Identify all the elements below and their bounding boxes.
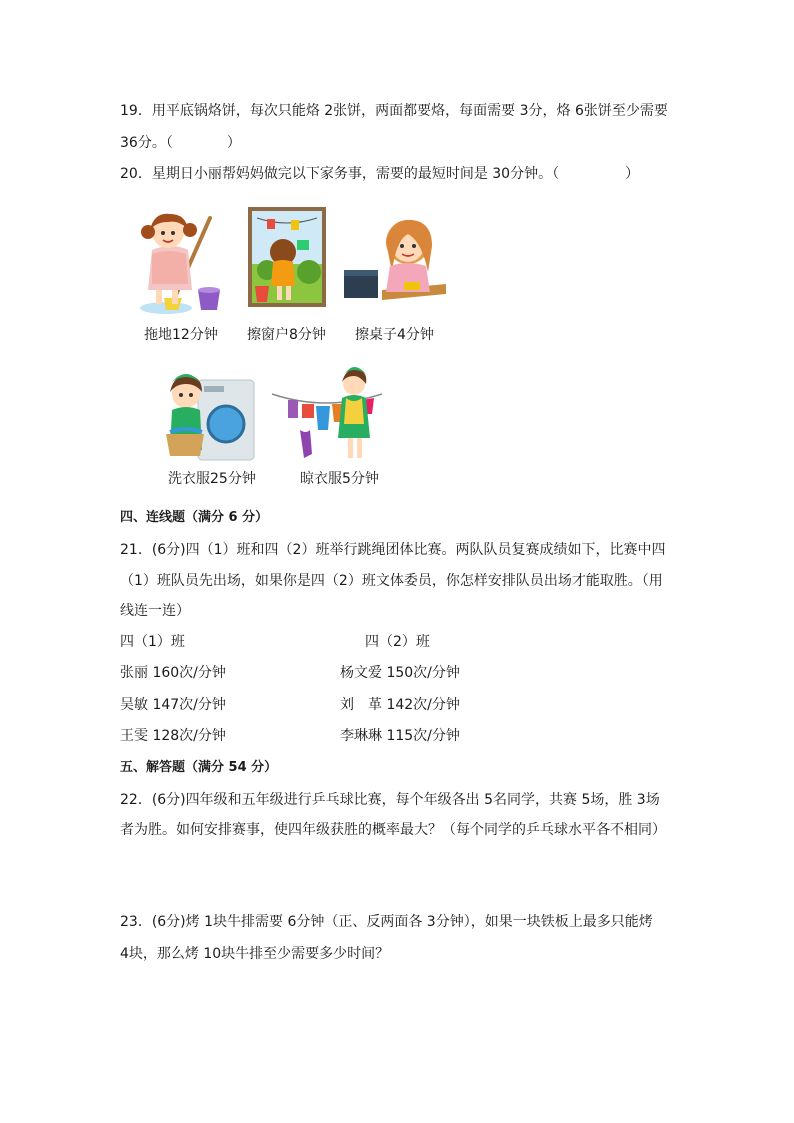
class-4-2-row[interactable]: 李琳琳 115次/分钟 <box>340 728 460 744</box>
section-5-title: 五、解答题（满分 54 分） <box>120 760 278 775</box>
washing-machine-girl-icon <box>160 370 256 464</box>
class-4-2-title: 四（2）班 <box>365 634 430 650</box>
window-cleaning-girl-icon <box>247 206 327 308</box>
mopping-girl-icon <box>132 206 228 316</box>
task-caption-hanging: 晾衣服5分钟 <box>300 471 379 487</box>
q22-line-2: 者为胜。如何安排赛事，使四年级获胜的概率最大？（每个同学的乒乓球水平各不相同） <box>120 822 666 838</box>
q19-line-2-close: ） <box>226 135 241 151</box>
q19-line-2-text: 36分。（ <box>120 135 173 151</box>
q22-line-1: 22．(6分)四年级和五年级进行乒乓球比赛，每个年级各出 5名同学，共赛 5场，胜 3场 <box>120 792 660 808</box>
section-4-title: 四、连线题（满分 6 分） <box>120 510 269 525</box>
q23-line-2: 4块，那么烤 10块牛排至少需要多少时间？ <box>120 946 390 962</box>
q19-line-2 <box>120 133 241 153</box>
class-4-1-row[interactable]: 王雯 128次/分钟 <box>120 728 226 744</box>
q20-line-1 <box>120 164 639 184</box>
q21-line-2: （1）班队员先出场，如果你是四（2）班文体委员，你怎样安排队员出场才能取胜。（用 <box>120 573 663 589</box>
task-caption-mopping: 拖地12分钟 <box>144 327 218 343</box>
class-4-2-row[interactable]: 杨文爱 150次/分钟 <box>340 665 460 681</box>
q21-line-3: 线连一连） <box>120 603 190 619</box>
q19-line-1: 19．用平底锅烙饼，每次只能烙 2张饼，两面都要烙，每面需要 3分，烙 6张饼至少需要 <box>120 103 668 119</box>
hanging-clothes-girl-icon <box>270 364 384 464</box>
q21-line-1: 21．(6分)四（1）班和四（2）班举行跳绳团体比赛。两队队员复赛成绩如下，比赛中四 <box>120 542 666 558</box>
q20-line-1-text: 20．星期日小丽帮妈妈做完以下家务事，需要的最短时间是 30分钟。（ <box>120 166 560 182</box>
q20-line-1-close: ） <box>625 166 640 182</box>
class-4-2-row[interactable]: 刘 革 142次/分钟 <box>340 697 460 713</box>
table-wiping-girl-icon <box>342 212 448 308</box>
q23-line-1: 23．(6分)烤 1块牛排需要 6分钟（正、反两面各 3分钟），如果一块铁板上最多只能烤 <box>120 914 653 930</box>
class-4-1-row[interactable]: 张丽 160次/分钟 <box>120 665 226 681</box>
task-caption-table: 擦桌子4分钟 <box>355 327 434 343</box>
task-caption-window: 擦窗户8分钟 <box>247 327 326 343</box>
class-4-1-title: 四（1）班 <box>120 634 185 650</box>
class-4-1-row[interactable]: 吴敏 147次/分钟 <box>120 697 226 713</box>
task-caption-washing: 洗衣服25分钟 <box>168 471 256 487</box>
